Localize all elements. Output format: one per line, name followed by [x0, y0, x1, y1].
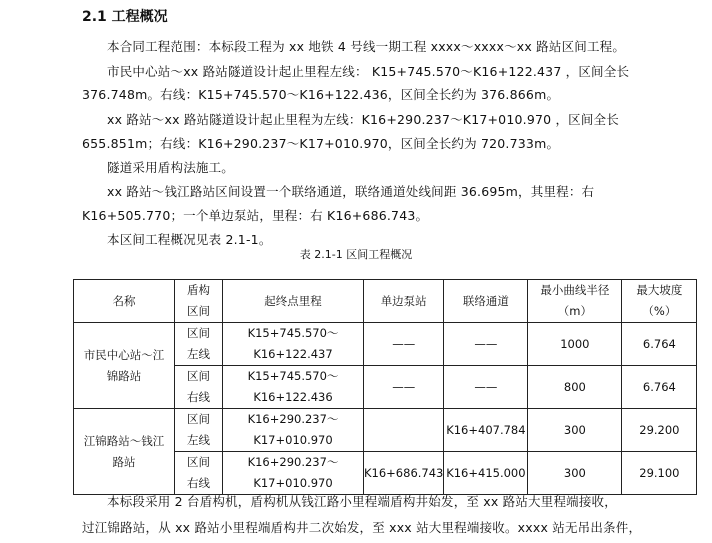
pump-cell — [364, 409, 444, 452]
radius-cell: 1000 — [528, 323, 622, 366]
header-name: 名称 — [74, 280, 175, 323]
header-mileage: 起终点里程 — [223, 280, 364, 323]
header-slope: 最大坡度 （%） — [622, 280, 697, 323]
header-shield: 盾构 区间 — [175, 280, 223, 323]
paragraph-shield-line1: 本标段采用 2 台盾构机，盾构机从钱江路小里程端盾构井始发，至 xx 路站大里程端接收， — [107, 494, 617, 509]
radius-cell: 300 — [528, 409, 622, 452]
table-row — [74, 409, 697, 452]
radius-cell: 800 — [528, 366, 622, 409]
group-name-cell: 江锦路站～钱江 路站 — [74, 409, 175, 495]
pump-cell: —— — [364, 366, 444, 409]
pump-cell: —— — [364, 323, 444, 366]
table-row — [74, 323, 697, 366]
side-cell: 区间 左线 — [175, 409, 223, 452]
pump-cell: K16+686.743 — [364, 452, 444, 495]
passage-cell: —— — [444, 366, 528, 409]
slope-cell: 6.764 — [622, 323, 697, 366]
header-passage: 联络通道 — [444, 280, 528, 323]
paragraph-passage-line2: K16+505.770；一个单边泵站，里程：右 K16+686.743。 — [82, 208, 429, 223]
paragraph-method: 隧道采用盾构法施工。 — [107, 160, 235, 175]
radius-cell: 300 — [528, 452, 622, 495]
paragraph-scope: 本合同工程范围：本标段工程为 xx 地铁 4 号线一期工程 xxxx～xxxx～xx 路站区间工程。 — [107, 39, 626, 54]
table-caption: 表 2.1-1 区间工程概况 — [299, 248, 413, 261]
slope-cell: 6.764 — [622, 366, 697, 409]
paragraph-table-ref: 本区间工程概况见表 2.1-1。 — [107, 232, 272, 247]
side-cell: 区间 右线 — [175, 452, 223, 495]
passage-cell: K16+407.784 — [444, 409, 528, 452]
table-header-row — [74, 280, 697, 323]
passage-cell: K16+415.000 — [444, 452, 528, 495]
paragraph-section1-line1: 市民中心站～xx 路站隧道设计起止里程左线： K15+745.570～K16+122.437 ，区间全长 — [107, 64, 630, 79]
side-cell: 区间 左线 — [175, 323, 223, 366]
mileage-cell: K16+290.237～ K17+010.970 — [223, 452, 364, 495]
header-radius: 最小曲线半径 （m） — [528, 280, 622, 323]
passage-cell: —— — [444, 323, 528, 366]
slope-cell: 29.200 — [622, 409, 697, 452]
mileage-cell: K15+745.570～ K16+122.437 — [223, 323, 364, 366]
mileage-cell: K16+290.237～ K17+010.970 — [223, 409, 364, 452]
header-pump: 单边泵站 — [364, 280, 444, 323]
paragraph-section2-line1: xx 路站～xx 路站隧道设计起止里程为左线：K16+290.237～K17+010.970 ，区间全长 — [107, 112, 619, 127]
paragraph-section1-line2: 376.748m。右线：K15+745.570～K16+122.436，区间全长约为 376.866m。 — [82, 87, 560, 102]
group-name-cell: 市民中心站～江 锦路站 — [74, 323, 175, 409]
side-cell: 区间 右线 — [175, 366, 223, 409]
section-heading: 2.1 工程概况 — [82, 9, 168, 25]
section-overview-table — [73, 279, 697, 495]
paragraph-passage-line1: xx 路站～钱江路站区间设置一个联络通道，联络通道处线间距 36.695m，其里程：右 — [107, 184, 595, 199]
paragraph-section2-line2: 655.851m；右线：K16+290.237～K17+010.970，区间全长约为 720.733m。 — [82, 136, 560, 151]
slope-cell: 29.100 — [622, 452, 697, 495]
paragraph-shield-line2: 过江锦路站，从 xx 路站小里程端盾构井二次始发，至 xxx 站大里程端接收。xxxx 站无吊出条件， — [82, 520, 642, 535]
mileage-cell: K15+745.570～ K16+122.436 — [223, 366, 364, 409]
